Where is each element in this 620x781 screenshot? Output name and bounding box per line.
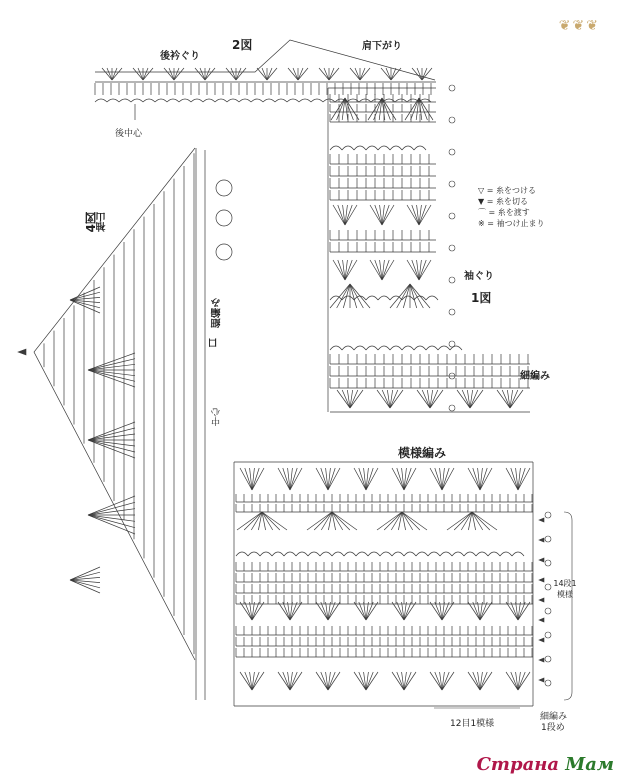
chain-arc xyxy=(308,552,320,556)
row-number-marker xyxy=(449,245,455,251)
row-number-marker xyxy=(449,149,455,155)
fan-stitch xyxy=(102,68,112,80)
fan-stitch xyxy=(88,515,135,528)
fig4-label: 4図 xyxy=(84,212,98,233)
chain-arc xyxy=(107,99,119,102)
chain-arc xyxy=(330,296,342,300)
fan-stitch xyxy=(174,68,179,80)
chain-arc xyxy=(354,296,366,300)
chain-arc xyxy=(299,99,311,102)
chain-arc xyxy=(239,99,251,102)
fan-stitch xyxy=(332,512,357,530)
chain-arc xyxy=(392,552,404,556)
fan-stitch xyxy=(391,68,396,80)
chain-arc xyxy=(390,146,402,150)
fan-stitch xyxy=(231,68,236,80)
fan-stitch xyxy=(226,68,236,80)
chain-arc xyxy=(356,552,368,556)
chain-arc xyxy=(359,99,371,102)
legend-symbol-yarn-cut: ▼ xyxy=(478,197,485,206)
fan-stitch xyxy=(174,68,184,80)
row-direction-arrow xyxy=(539,578,544,582)
row-number-marker xyxy=(545,536,551,542)
chain-arc xyxy=(342,296,354,300)
fan-stitch xyxy=(88,428,135,440)
chain-arc xyxy=(402,296,414,300)
row-number-marker xyxy=(545,680,551,686)
chain-arc xyxy=(402,146,414,150)
chain-arc xyxy=(287,99,299,102)
fan-stitch xyxy=(417,68,422,80)
chain-arc xyxy=(167,99,179,102)
legend-text: = 糸を切る xyxy=(486,197,528,206)
shoulder-drop-label: 肩下がり xyxy=(362,41,402,52)
chain-arc xyxy=(260,552,272,556)
chain-arc xyxy=(332,552,344,556)
fan-stitch xyxy=(422,68,427,80)
center-label: 中心 xyxy=(212,408,222,426)
chain-arc xyxy=(378,146,390,150)
fan-stitch xyxy=(329,68,339,80)
chain-arc xyxy=(488,552,500,556)
fan-stitch xyxy=(307,512,332,530)
sleeve-outline xyxy=(34,148,195,660)
chain-arc xyxy=(263,99,275,102)
fan-stitch xyxy=(262,68,267,80)
watermark xyxy=(477,754,614,775)
chain-arc xyxy=(426,296,438,300)
chain-arc xyxy=(354,146,366,150)
legend-symbol-yarn-carry: ⌒ xyxy=(478,208,486,217)
first-row-label-2: 1段め xyxy=(541,723,565,733)
chain-arc xyxy=(119,99,131,102)
cuff-label: 口 xyxy=(209,338,220,348)
fan-stitch xyxy=(324,68,329,80)
chain-arc xyxy=(428,552,440,556)
chain-arc xyxy=(452,552,464,556)
yarn-cut-marker xyxy=(18,349,26,355)
row-direction-arrow xyxy=(539,518,544,522)
row-number-marker xyxy=(449,309,455,315)
pattern-knit-label: 模様編み xyxy=(398,446,447,460)
fan-stitch xyxy=(88,502,135,515)
fan-stitch xyxy=(169,68,174,80)
fan-stitch xyxy=(143,68,153,80)
chain-arc xyxy=(179,99,191,102)
legend-text: = 糸をつける xyxy=(486,186,536,195)
sts-repeat-label: 12目1模様 xyxy=(450,719,495,729)
repeat-bracket xyxy=(564,512,572,700)
fan-stitch xyxy=(88,370,135,381)
row-number-marker xyxy=(449,405,455,411)
chain-arc xyxy=(390,346,402,350)
chain-arc xyxy=(426,346,438,350)
fan-stitch xyxy=(164,68,174,80)
fan-stitch xyxy=(236,68,246,80)
watermark-sub: Мам xyxy=(565,754,614,775)
chain-arc xyxy=(344,552,356,556)
chain-arc xyxy=(438,346,450,350)
fan-stitch xyxy=(257,68,267,80)
chain-arc xyxy=(366,296,378,300)
row-direction-arrow xyxy=(539,638,544,642)
chain-arc xyxy=(402,346,414,350)
chain-arc xyxy=(407,99,419,102)
chain-arc xyxy=(320,552,332,556)
chain-arc xyxy=(378,296,390,300)
fan-stitch xyxy=(138,68,143,80)
row-number-marker xyxy=(449,181,455,187)
chain-arc xyxy=(500,552,512,556)
chain-arc xyxy=(368,552,380,556)
chain-arc xyxy=(330,146,342,150)
legend-item xyxy=(478,196,545,207)
fan-stitch xyxy=(88,359,135,370)
chain-arc xyxy=(155,99,167,102)
fan-stitch xyxy=(360,68,365,80)
chain-arc xyxy=(476,552,488,556)
fan-stitch xyxy=(472,512,497,530)
chain-arc xyxy=(275,99,287,102)
fan-stitch xyxy=(319,68,329,80)
fan-stitch xyxy=(237,512,262,530)
cuff-picot xyxy=(216,210,232,226)
fan-stitch xyxy=(360,68,370,80)
row-number-marker xyxy=(449,341,455,347)
chain-arc xyxy=(296,552,308,556)
fan-stitch xyxy=(422,68,432,80)
fan-stitch xyxy=(205,68,210,80)
row-number-marker xyxy=(449,117,455,123)
chain-arc xyxy=(284,552,296,556)
row-number-marker xyxy=(449,277,455,283)
legend-symbol-sleeve-stop: ※ xyxy=(478,219,485,228)
chain-arc xyxy=(215,99,227,102)
chain-arc xyxy=(450,346,462,350)
chain-arc xyxy=(95,99,107,102)
sleeve-panel-fig4 xyxy=(34,148,232,700)
row-direction-arrow xyxy=(539,658,544,662)
chain-arc xyxy=(236,552,248,556)
chain-arc xyxy=(248,552,260,556)
fan-stitch xyxy=(293,68,298,80)
legend-symbol-yarn-join: ▽ xyxy=(478,186,485,195)
chain-arc xyxy=(404,552,416,556)
fan-stitch xyxy=(350,68,360,80)
fan-stitch xyxy=(107,68,112,80)
watermark-main: Страна xyxy=(476,754,560,775)
row-direction-arrow xyxy=(539,618,544,622)
row-direction-arrow xyxy=(539,538,544,542)
chain-arc xyxy=(366,346,378,350)
fan-stitch xyxy=(236,68,241,80)
chain-arc xyxy=(440,552,452,556)
row-number-marker xyxy=(449,213,455,219)
fan-stitch xyxy=(200,68,205,80)
row-number-marker xyxy=(545,608,551,614)
row-number-marker xyxy=(545,560,551,566)
chain-arc xyxy=(512,552,524,556)
fan-stitch xyxy=(298,68,303,80)
row-markers xyxy=(18,85,572,708)
legend-text: = 袖つけ止まり xyxy=(487,219,545,228)
chain-arc xyxy=(191,99,203,102)
fan-stitch xyxy=(355,68,360,80)
fan-stitch xyxy=(402,512,427,530)
row-number-marker xyxy=(545,584,551,590)
chain-arc xyxy=(227,99,239,102)
armhole-label: 袖ぐり xyxy=(464,271,494,282)
fig2-label: 2図 xyxy=(232,38,253,52)
chain-arc xyxy=(395,99,407,102)
fan-stitch xyxy=(381,68,391,80)
fan-stitch xyxy=(195,68,205,80)
corner-ornament: ❦❦❦ xyxy=(558,18,600,34)
chain-arc xyxy=(342,346,354,350)
fan-stitch xyxy=(133,68,143,80)
row-number-marker xyxy=(449,85,455,91)
fan-stitch xyxy=(288,68,298,80)
chain-arc xyxy=(390,296,402,300)
fan-stitch xyxy=(447,512,472,530)
fan-stitch xyxy=(88,440,135,452)
cuff-picot xyxy=(216,180,232,196)
row-number-marker xyxy=(545,632,551,638)
legend xyxy=(478,185,545,229)
row-direction-arrow xyxy=(539,598,544,602)
chain-arc xyxy=(416,552,428,556)
row-number-marker xyxy=(545,656,551,662)
back-neck-label: 後衿ぐり xyxy=(160,51,200,62)
chain-arc xyxy=(143,99,155,102)
chain-arc xyxy=(272,552,284,556)
fan-stitch xyxy=(143,68,148,80)
first-row-label: 細編み xyxy=(540,712,568,722)
row-direction-arrow xyxy=(539,678,544,682)
chain-arc xyxy=(131,99,143,102)
legend-text: = 糸を渡す xyxy=(488,208,530,217)
fan-stitch xyxy=(267,68,272,80)
chain-arc xyxy=(414,296,426,300)
cuff-picot xyxy=(216,244,232,260)
chain-arc xyxy=(414,346,426,350)
fan-stitch xyxy=(267,68,277,80)
fan-stitch xyxy=(377,512,402,530)
chain-arc xyxy=(311,99,323,102)
back-center-label: 後中心 xyxy=(115,129,143,139)
fan-stitch xyxy=(205,68,215,80)
legend-item xyxy=(478,207,545,218)
chain-arc xyxy=(464,552,476,556)
chain-arc xyxy=(354,346,366,350)
fan-stitch xyxy=(329,68,334,80)
fan-stitch xyxy=(112,68,122,80)
chain-arc xyxy=(366,146,378,150)
cuff-knit-label: 細編み xyxy=(212,298,223,328)
chain-arc xyxy=(323,99,335,102)
legend-item xyxy=(478,218,545,229)
body-panel-fig1 xyxy=(234,88,533,706)
row-direction-arrow xyxy=(539,558,544,562)
rows-repeat-label: 14段1模様 xyxy=(553,579,577,599)
fig1-label: 1図 xyxy=(471,291,492,305)
row-number-marker xyxy=(545,512,551,518)
fan-stitch xyxy=(112,68,117,80)
chain-arc xyxy=(203,99,215,102)
chain-arc xyxy=(414,146,426,150)
chain-arc xyxy=(378,346,390,350)
fan-stitch xyxy=(391,68,401,80)
chain-arc xyxy=(380,552,392,556)
fan-stitch xyxy=(298,68,308,80)
sleeve-top-label: 袖山 xyxy=(97,212,108,232)
legend-item xyxy=(478,185,545,196)
narrow-knit-label: 細編み xyxy=(520,371,550,382)
chain-arc xyxy=(330,346,342,350)
chain-arc xyxy=(251,99,263,102)
fan-stitch xyxy=(262,512,287,530)
fan-stitch xyxy=(386,68,391,80)
chain-arc xyxy=(342,146,354,150)
back-neck-panel-fig2 xyxy=(95,40,436,120)
